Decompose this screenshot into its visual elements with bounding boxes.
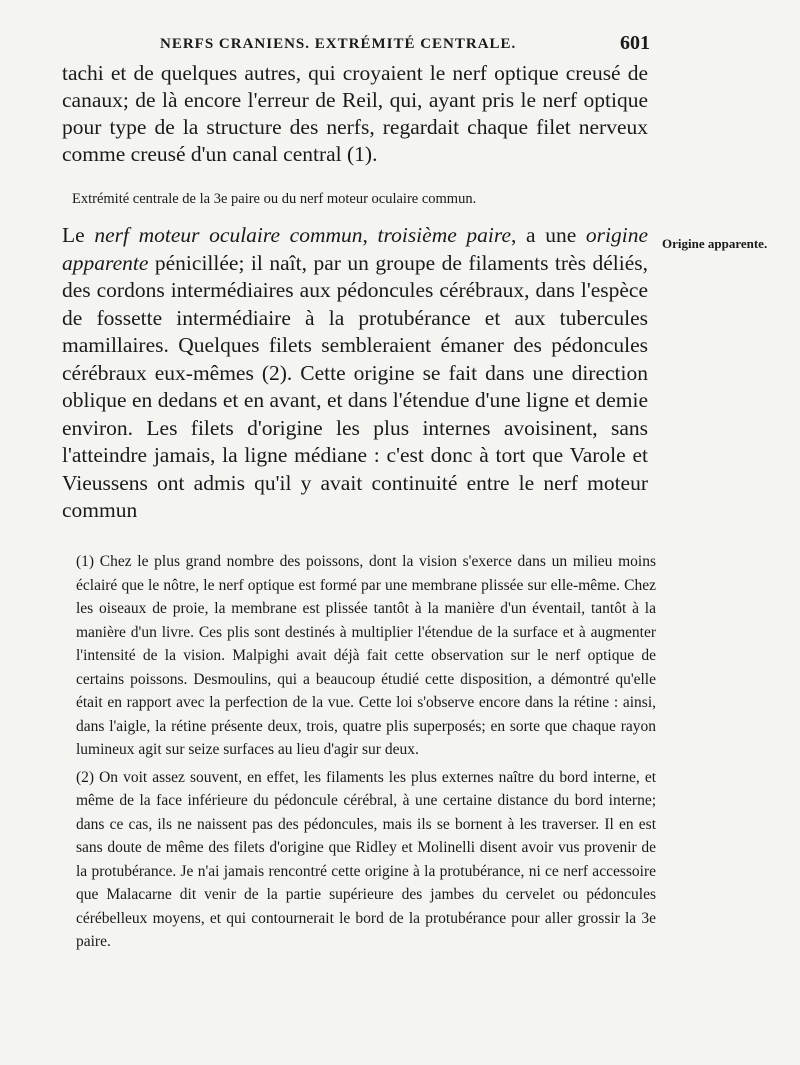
body-mid: , a une [511, 223, 586, 247]
footnotes [76, 550, 656, 958]
page-number: 601 [620, 32, 650, 54]
body-lead: Le [62, 223, 95, 247]
section-heading: Extrémité centrale de la 3e paire ou du nerf moteur oculaire commun. [72, 191, 477, 207]
body-comma: , [362, 223, 378, 247]
body-rest: pénicillée; il naît, par un groupe de filaments très déliés, des cordons intermédiaires aux pédoncules cérébraux, dans l'espèce de fossette intermédiaire à la protubérance et aux tubercules mamillaires. Quelques filets sembleraient émaner des pédoncules cérébraux eux-mêmes (2). Cette origine se fait dans une direction oblique en dedans et en avant, et dans l'étendue d'une ligne et demie environ. Les filets d'origine les plus internes avoisinent, sans l'atteindre jamais, la ligne médiane : c'est donc à tort que Varole et Vieussens ont admis qu'il y avait continuité entre le nerf moteur commun [62, 250, 648, 522]
body-text-block [62, 222, 648, 525]
footnote-2: (2) On voit assez souvent, en effet, les filaments les plus externes naître du bord interne, et même de la face inférieure du pédoncule cérébral, à une certaine distance du bord interne; dans ce cas, ils ne naissent pas des pédoncules, mais ils se bornent à les traverser. Il en est sans doute de même des filets d'origine que Ridley et Molinelli disent avoir vus provenir de la protubérance. Je n'ai jamais rencontré cette origine à la protubérance, ni ce nerf accessoire que Malacarne dit venir de la partie supérieure des jambes du cervelet ou pédoncules cérébelleux moyens, et qui contournerait le bord de la protubérance pour aller grossir la 3e paire. [76, 768, 656, 950]
margin-note: Origine apparente. [662, 236, 768, 251]
body-paragraph [62, 222, 648, 525]
footnote-1: (1) Chez le plus grand nombre des poissons, dont la vision s'exerce dans un milieu moins éclairé que le nôtre, le nerf optique est formé par une membrane plissée sur elle-même. Chez les oiseaux de proie, la membrane est plissée tantôt à la manière d'un éventail, tantôt à la manière d'un livre. Ces plis sont destinés à multiplier l'étendue de la surface et à augmenter l'intensité de la vision. Malpighi avait déjà fait cette observation sur le nerf optique de certains poissons. Desmoulins, qui a beaucoup étudié cette disposition, a démontré qu'elle était en rapport avec la perfection de la vue. Cette loi s'observe encore dans la rétine : ainsi, dans l'aigle, la rétine présente deux, trois, quatre plis superposés; en sorte que chaque rayon lumineux agit sur seize surfaces au lieu d'agir sur deux. [76, 553, 656, 758]
term-troisieme-paire: troisième paire [377, 223, 511, 247]
running-head [160, 32, 650, 58]
running-head-title: NERFS CRANIENS. EXTRÉMITÉ CENTRALE. [160, 36, 517, 52]
term-nerf-moteur: nerf moteur oculaire commun [94, 223, 363, 247]
intro-text-block [62, 60, 648, 168]
intro-paragraph: tachi et de quelques autres, qui croyaient le nerf optique creusé de canaux; de là encore l'erreur de Reil, qui, ayant pris le nerf optique pour type de la structure des nerfs, regardait chaque filet nerveux comme creusé d'un canal central (1). [62, 61, 648, 166]
term-origine-apparente: origine apparente [62, 223, 649, 275]
